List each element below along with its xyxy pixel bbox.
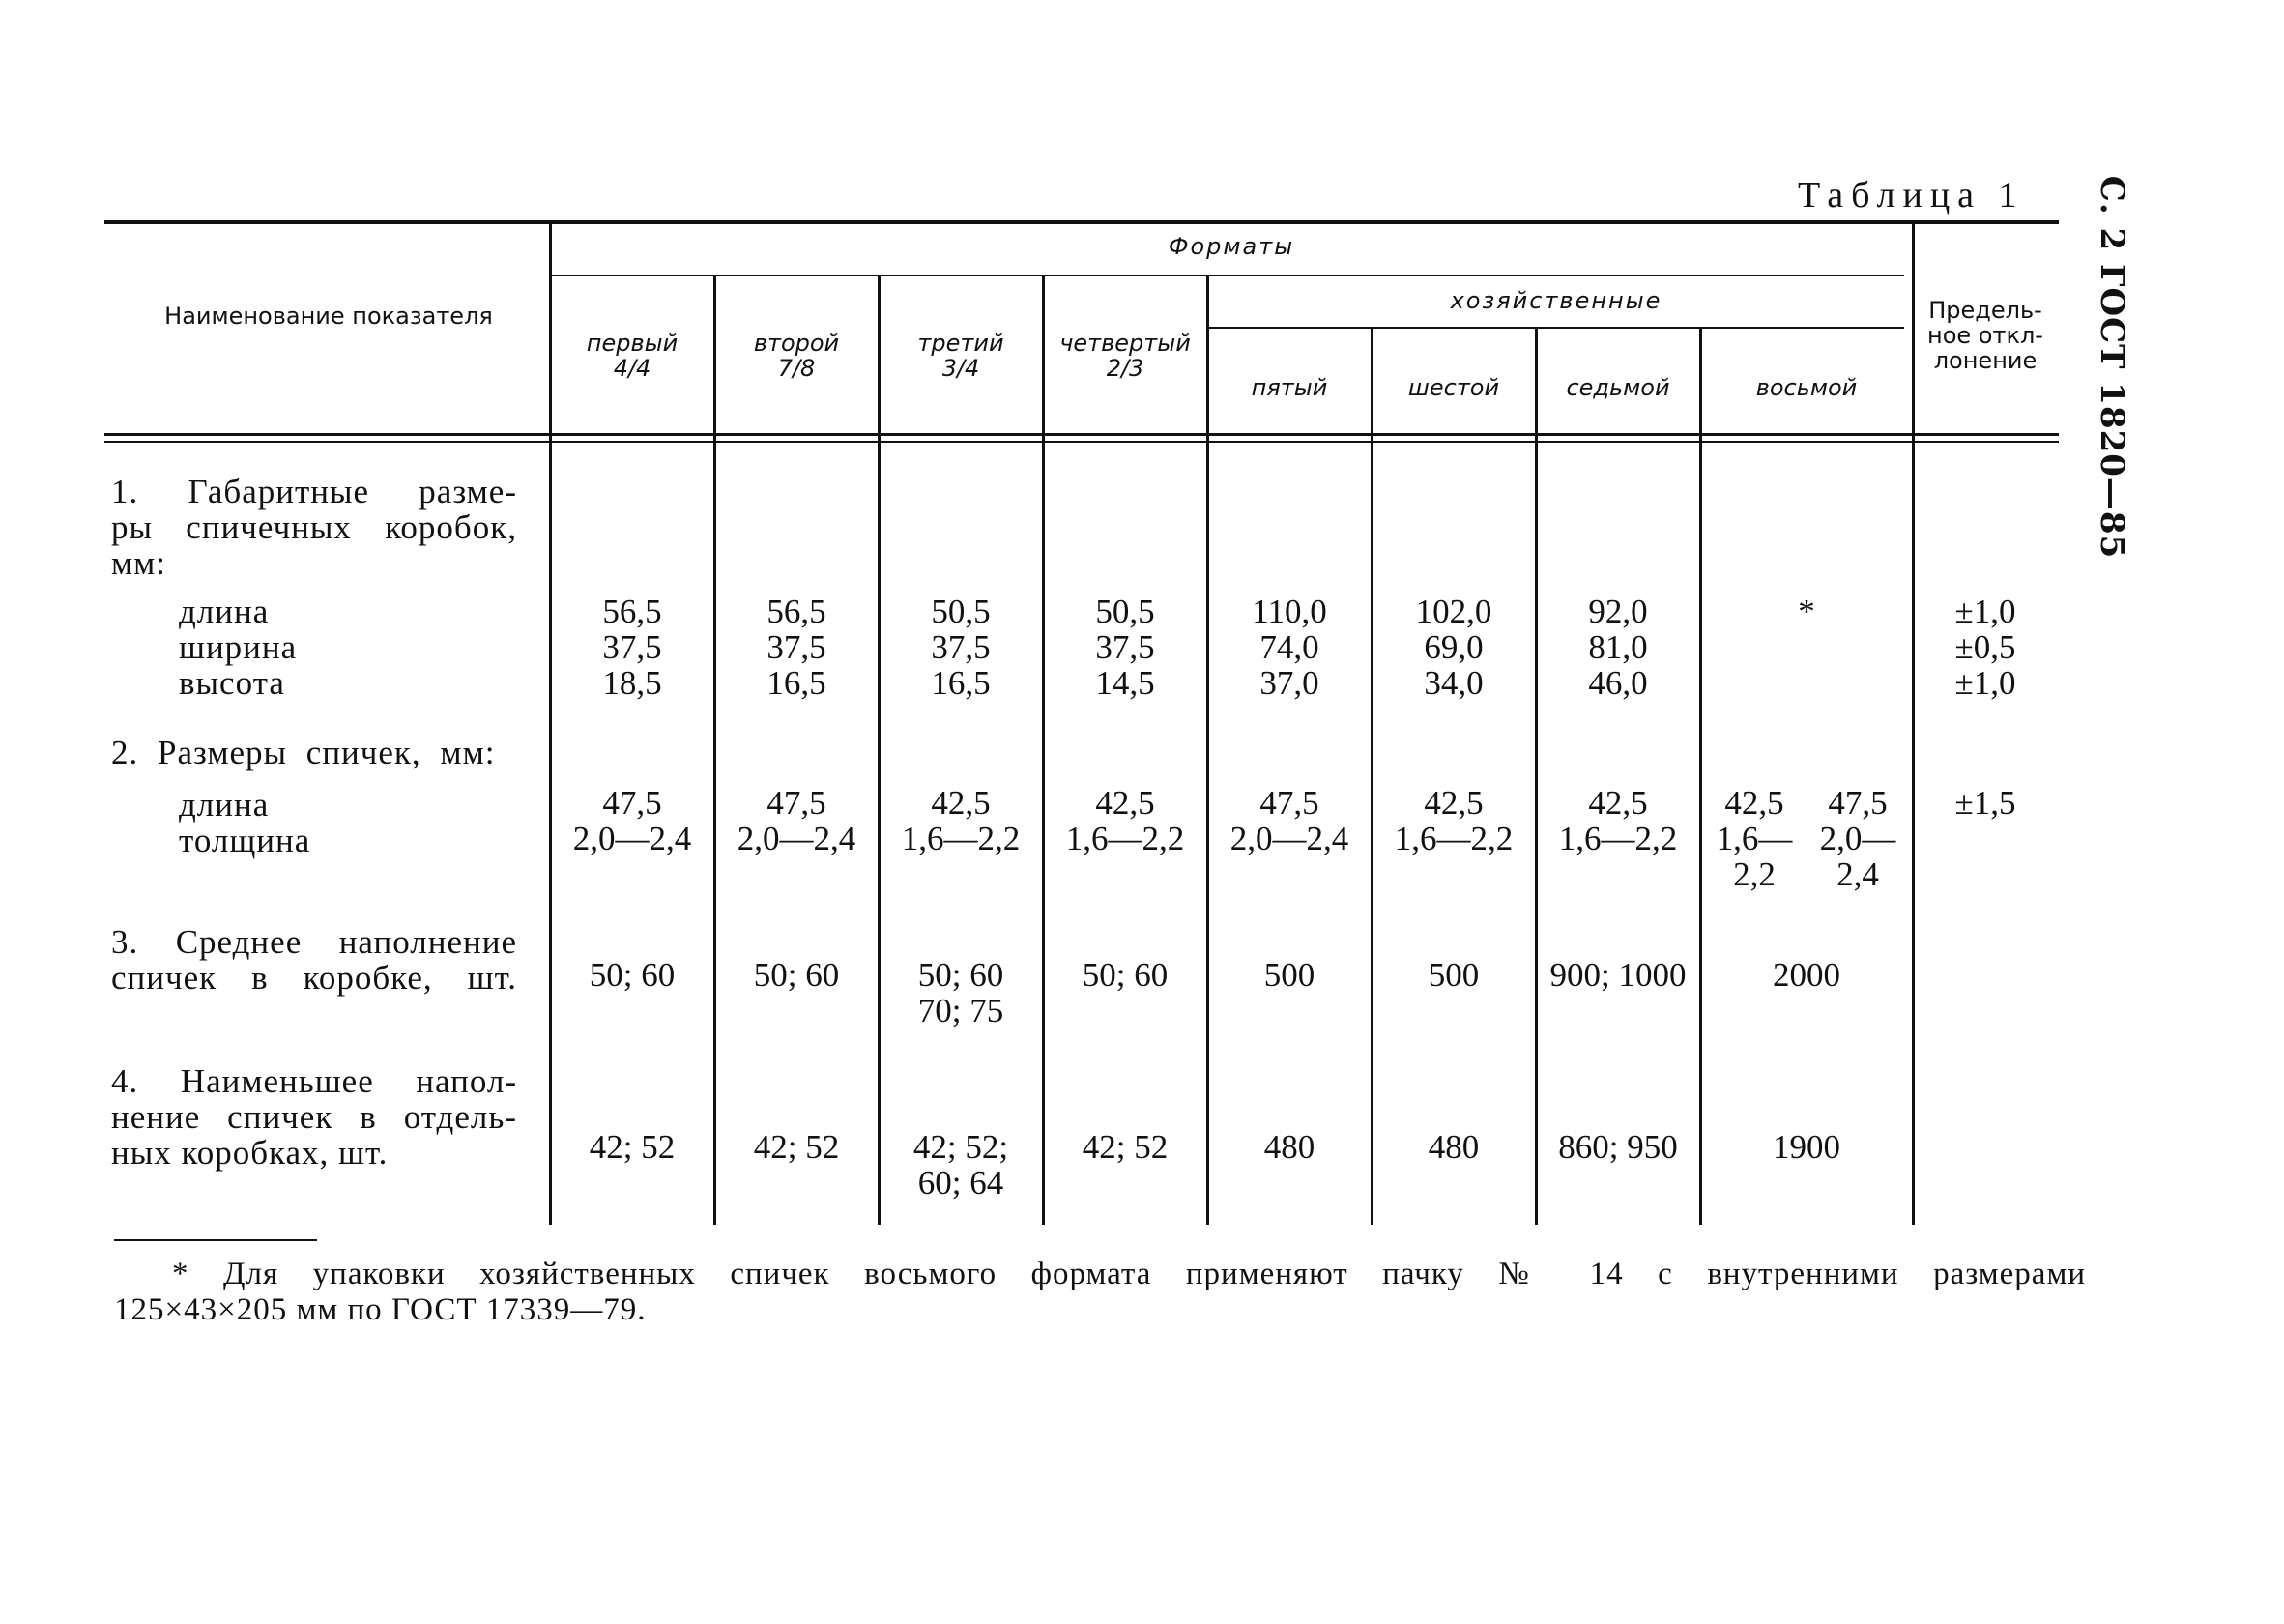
top-rule <box>104 220 2059 224</box>
header-format-3 <box>882 331 1040 381</box>
header-format-1 <box>553 331 711 381</box>
r2-c5: 47,5 2,0—2,4 <box>1229 784 1349 857</box>
r4-c1: 42; 52 <box>589 1128 676 1166</box>
row-2-sub-length: длина <box>179 786 270 824</box>
col-divider-0 <box>549 224 552 1225</box>
row-1-sub <box>179 594 297 701</box>
r4-c6: 480 <box>1428 1128 1480 1166</box>
r3-c2: 50; 60 <box>753 956 840 994</box>
header-name-col: Наименование показателя <box>164 303 493 330</box>
r2-c6: 42,5 1,6—2,2 <box>1394 784 1514 857</box>
col-divider-2 <box>878 276 881 1225</box>
format-3-name: третий <box>917 330 1004 357</box>
row-4-title-line-1: 4. Наименьшее напол- <box>111 1062 517 1100</box>
header-format-2 <box>717 331 876 381</box>
header-formats: Форматы <box>1168 233 1295 260</box>
r1-c8: * <box>1798 593 1815 630</box>
header-format-7: седьмой <box>1566 374 1670 401</box>
header-format-8: восьмой <box>1755 374 1858 401</box>
r2-c4: 42,5 1,6—2,2 <box>1065 784 1185 857</box>
row-3-title-line-1: 3. Среднее наполнение <box>111 923 517 961</box>
col-divider-3 <box>1042 276 1045 1225</box>
row-1-sub-width: ширина <box>179 628 298 666</box>
row-2-sub <box>179 787 310 858</box>
r1-c3: 50,5 37,5 16,5 <box>931 593 991 702</box>
header-format-5: пятый <box>1251 374 1328 401</box>
r4-c5: 480 <box>1263 1128 1315 1166</box>
row-4-title-line-2: нение спичек в отдель- <box>111 1098 517 1136</box>
format-3-ratio: 3/4 <box>941 355 980 382</box>
r1-c6: 102,0 69,0 34,0 <box>1415 593 1492 702</box>
r1-c2: 56,5 37,5 16,5 <box>766 593 826 702</box>
r4-c4: 42; 52 <box>1082 1128 1169 1166</box>
format-1-ratio: 4/4 <box>613 355 651 382</box>
r3-c1: 50; 60 <box>589 956 676 994</box>
header-format-6: шестой <box>1407 374 1500 401</box>
side-header-text: С. 2 ГОСТ 1820—85 <box>2093 175 2131 560</box>
footnote-line-2: 125×43×205 мм по ГОСТ 17339—79. <box>114 1292 647 1327</box>
row-4-title <box>111 1063 517 1171</box>
footnote-line-1: * Для упаковки хозяйственных спичек восьмого формата применяют пачку № 14 с внутренними размерами <box>172 1257 2086 1291</box>
r1-c7: 92,0 81,0 46,0 <box>1588 593 1648 702</box>
header-rule-1 <box>104 433 2059 436</box>
row-2-title: 2. Размеры спичек, мм: <box>111 734 496 771</box>
table-caption: Таблица 1 <box>1798 175 2025 216</box>
col-divider-6 <box>1535 329 1538 1225</box>
r4-c7: 860; 950 <box>1558 1128 1678 1166</box>
r1-c4: 50,5 37,5 14,5 <box>1095 593 1155 702</box>
r2-c7: 42,5 1,6—2,2 <box>1558 784 1678 857</box>
col-divider-1 <box>713 276 716 1225</box>
r2-c3: 42,5 1,6—2,2 <box>901 784 1021 857</box>
formats-rule <box>551 275 1904 276</box>
r1-limits: ±1,0 ±0,5 ±1,0 <box>1954 593 2016 702</box>
col-divider-8 <box>1912 224 1915 1225</box>
row-1-title-line-3: мм: <box>111 544 167 582</box>
r3-c6: 500 <box>1428 956 1480 994</box>
row-1-sub-height: высота <box>179 664 285 702</box>
header-household: хозяйственные <box>1450 287 1662 314</box>
format-1-name: первый <box>586 330 679 357</box>
r3-c5: 500 <box>1263 956 1315 994</box>
col-divider-5 <box>1371 329 1373 1225</box>
row-3-title-line-2: спичек в коробке, шт. <box>111 959 517 997</box>
header-limit-col: Предель-ное откл-лонение <box>1927 297 2043 374</box>
header-format-4 <box>1046 331 1204 381</box>
format-4-ratio: 2/3 <box>1106 355 1144 382</box>
r2-limits: ±1,5 <box>1954 784 2016 822</box>
row-1-title-line-1: 1. Габаритные разме- <box>111 473 517 510</box>
row-3-title <box>111 924 517 996</box>
side-header <box>2078 175 2146 560</box>
r3-c3: 50; 60 70; 75 <box>917 956 1004 1030</box>
row-4-title-line-3: ных коробках, шт. <box>111 1134 389 1172</box>
r3-c4: 50; 60 <box>1082 956 1169 994</box>
row-1-title-line-2: ры спичечных коробок, <box>111 508 517 546</box>
r1-c1: 56,5 37,5 18,5 <box>602 593 662 702</box>
r4-c3: 42; 52; 60; 64 <box>912 1128 1009 1202</box>
household-rule <box>1208 327 1904 329</box>
row-1-title <box>111 474 517 581</box>
header-rule-2 <box>104 441 2059 443</box>
col-divider-7 <box>1699 329 1702 1225</box>
r2-c2: 47,5 2,0—2,4 <box>737 784 856 857</box>
r2-c8b: 47,5 2,0— 2,4 <box>1819 784 1896 893</box>
r2-c1: 47,5 2,0—2,4 <box>572 784 692 857</box>
r3-c7: 900; 1000 <box>1549 956 1687 994</box>
col-divider-4 <box>1206 276 1209 1225</box>
r4-c8: 1900 <box>1773 1128 1840 1166</box>
row-2-sub-thickness: толщина <box>179 822 311 859</box>
r1-c5: 110,0 74,0 37,0 <box>1252 593 1327 702</box>
format-4-name: четвертый <box>1059 330 1191 357</box>
format-2-name: второй <box>753 330 840 357</box>
row-1-sub-length: длина <box>179 593 270 630</box>
r4-c2: 42; 52 <box>753 1128 840 1166</box>
footnote-rule <box>114 1239 317 1241</box>
r2-c8a: 42,5 1,6— 2,2 <box>1716 784 1793 893</box>
r3-c8: 2000 <box>1773 956 1840 994</box>
format-2-ratio: 7/8 <box>777 355 816 382</box>
